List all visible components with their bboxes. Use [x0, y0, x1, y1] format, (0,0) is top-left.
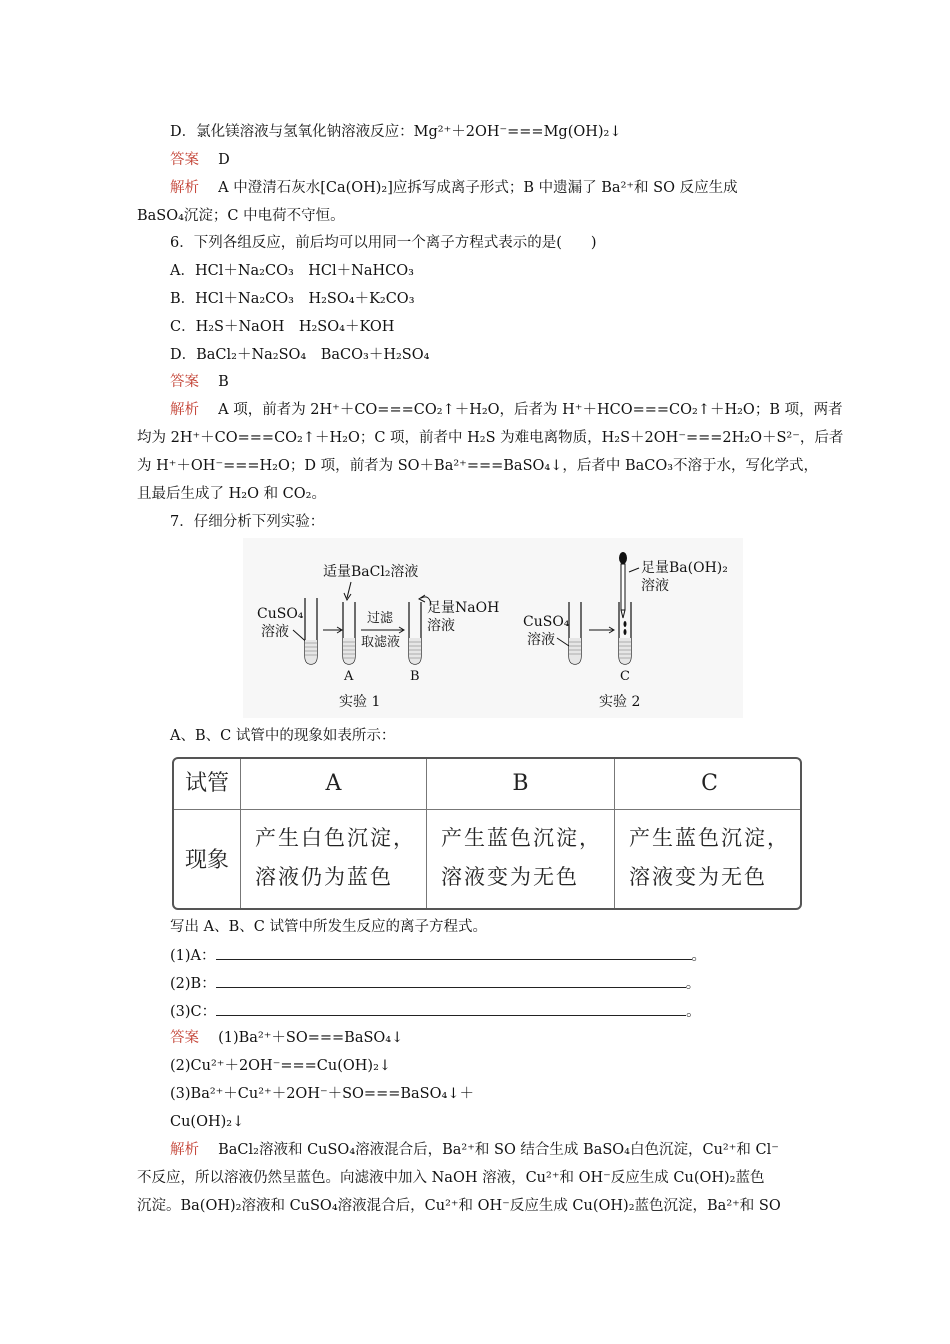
cell-line: 溶液变为无色 — [629, 865, 767, 889]
table-cell — [427, 809, 615, 910]
cell-line: 溶液仍为蓝色 — [255, 865, 393, 889]
table-cell — [615, 809, 802, 910]
q5-option-d: D．氯化镁溶液与氢氧化钠溶液反应：Mg²⁺＋2OH⁻===Mg(OH)₂↓ — [170, 124, 622, 140]
q6-analysis-line-2: 均为 2H⁺＋CO===CO₂↑＋H₂O；C 项，前者中 H₂S 为难电离物质，H₂S＋2OH⁻===2H₂O＋S²⁻，后者 — [137, 430, 844, 446]
exp2-reagent-solution: 溶液 — [641, 578, 669, 594]
answer-blank-c — [170, 1001, 701, 1022]
table-header-cell: C — [701, 771, 718, 796]
q7-write-prompt: 写出 A、B、C 试管中所发生反应的离子方程式。 — [170, 919, 487, 935]
period: 。 — [686, 1004, 701, 1020]
q7-answer-line-2: (2)Cu²⁺＋2OH⁻===Cu(OH)₂↓ — [170, 1058, 392, 1074]
q6-analysis-line-3: 为 H⁺＋OH⁻===H₂O；D 项，前者为 SO＋Ba²⁺===BaSO₄↓，后者中 BaCO₃不溶于水，写化学式， — [137, 458, 819, 474]
period: 。 — [685, 976, 701, 992]
q7-answer-line-3: (3)Ba²⁺＋Cu²⁺＋2OH⁻＋SO===BaSO₄↓＋ — [170, 1086, 474, 1102]
drop — [624, 629, 627, 635]
answer-label: 答案 — [170, 374, 199, 390]
exp2-caption: 实验 2 — [599, 694, 641, 710]
tube-liquid — [305, 640, 317, 664]
answer-value: D — [218, 152, 230, 168]
exp1-reagent-label: 适量BaCl₂溶液 — [323, 564, 419, 580]
blank-label: (2)B： — [170, 976, 216, 992]
q6-answer — [170, 372, 229, 392]
q6-stem: 6．下列各组反应，前后均可以用同一个离子方程式表示的是( ) — [170, 235, 597, 251]
q6-option-b: B．HCl＋Na₂CO₃ H₂SO₄＋K₂CO₃ — [170, 291, 415, 307]
cell-line: 产生蓝色沉淀， — [629, 826, 790, 850]
q6-analysis-line-4: 且最后生成了 H₂O 和 CO₂。 — [137, 486, 326, 502]
tube-c-label: C — [620, 669, 630, 684]
q6-analysis-line-1 — [170, 400, 843, 420]
q6-option-d: D．BaCl₂＋Na₂SO₄ BaCO₃＋H₂SO₄ — [170, 347, 430, 363]
q5-analysis-line-1 — [170, 178, 738, 198]
answer-label: 答案 — [170, 1030, 199, 1046]
exp2-reagent-label: 足量Ba(OH)₂ — [641, 560, 728, 576]
q7-stem: 7．仔细分析下列实验： — [170, 514, 325, 530]
analysis-label: 解析 — [170, 402, 199, 418]
cell-line: 产生蓝色沉淀， — [441, 826, 602, 850]
answer-label: 答案 — [170, 152, 199, 168]
naoh-label: 足量NaOH — [427, 600, 500, 616]
period: 。 — [691, 948, 707, 964]
analysis-text: A 中澄清石灰水[Ca(OH)₂]应拆写成离子形式；B 中遗漏了 Ba²⁺和 SO 反应生成 — [218, 180, 738, 196]
exp1-solution-label: 溶液 — [261, 624, 289, 640]
experiment-figure — [243, 538, 743, 718]
q7-answer-line-4: Cu(OH)₂↓ — [170, 1114, 245, 1130]
q5-analysis-line-2: BaSO₄沉淀；C 中电荷不守恒。 — [137, 208, 345, 224]
table-header-cell: A — [241, 759, 427, 809]
naoh-solution-label: 溶液 — [427, 618, 455, 634]
table-header-cell: B — [427, 759, 615, 809]
answer-blank-b — [170, 973, 700, 994]
table-header-cell: 试管 — [174, 759, 241, 809]
dropper-tube — [621, 564, 625, 610]
filter-label: 过滤 — [367, 611, 394, 626]
cell-line: 产生白色沉淀， — [255, 826, 416, 850]
q6-option-a: A．HCl＋Na₂CO₃ HCl＋NaHCO₃ — [170, 263, 414, 279]
q7-table-intro: A、B、C 试管中的现象如表所示： — [170, 728, 396, 744]
analysis-label: 解析 — [170, 180, 199, 196]
take-filtrate-label: 取滤液 — [361, 635, 401, 650]
experiment-diagram — [243, 538, 743, 718]
answer-value: B — [218, 374, 229, 390]
answer-blank-a — [170, 945, 706, 966]
blank-label: (1)A： — [170, 948, 216, 964]
cell-line: 溶液变为无色 — [441, 865, 579, 889]
tube-a-label: A — [344, 669, 354, 684]
analysis-text: BaCl₂溶液和 CuSO₄溶液混合后，Ba²⁺和 SO 结合生成 BaSO₄白色沉淀，Cu²⁺和 Cl⁻ — [218, 1142, 779, 1158]
q6-option-c: C．H₂S＋NaOH H₂SO₄＋KOH — [170, 319, 395, 335]
fill-in-blank[interactable] — [216, 973, 686, 988]
table-cell — [241, 809, 427, 910]
table-row-label: 现象 — [174, 809, 241, 910]
drop — [624, 621, 627, 627]
q7-analysis-line-2: 不反应，所以溶液仍然呈蓝色。向滤液中加入 NaOH 溶液，Cu²⁺和 OH⁻反应生成 Cu(OH)₂蓝色 — [137, 1170, 765, 1186]
q7-analysis-line-1 — [170, 1140, 779, 1160]
exp1-caption: 实验 1 — [339, 694, 381, 710]
arrowhead — [419, 595, 425, 602]
exp2-solution-label: 溶液 — [527, 632, 555, 648]
table-row — [174, 809, 800, 910]
dropper-bulb — [619, 552, 627, 564]
exp2-cuso4-label: CuSO₄ — [523, 614, 570, 630]
phenomena-table — [172, 757, 802, 910]
analysis-text: A 项，前者为 2H⁺＋CO===CO₂↑＋H₂O，后者为 H⁺＋HCO===CO₂↑＋H₂O；B 项，两者 — [218, 402, 843, 418]
q5-answer — [170, 150, 230, 170]
pointer-line — [629, 568, 639, 572]
analysis-label: 解析 — [170, 1142, 199, 1158]
answer-text: (1)Ba²⁺＋SO===BaSO₄↓ — [218, 1030, 404, 1046]
fill-in-blank[interactable] — [216, 1001, 686, 1016]
q7-answer-line-1 — [170, 1028, 403, 1048]
exp1-cuso4-label: CuSO₄ — [257, 606, 304, 622]
q7-analysis-line-3: 沉淀。Ba(OH)₂溶液和 CuSO₄溶液混合后，Cu²⁺和 OH⁻反应生成 Cu(OH)₂蓝色沉淀，Ba²⁺和 SO — [137, 1198, 781, 1214]
fill-in-blank[interactable] — [216, 945, 692, 960]
dropper-tip — [621, 610, 625, 618]
tube-b-label: B — [410, 669, 420, 684]
blank-label: (3)C： — [170, 1004, 217, 1020]
table-header-row — [174, 759, 800, 810]
